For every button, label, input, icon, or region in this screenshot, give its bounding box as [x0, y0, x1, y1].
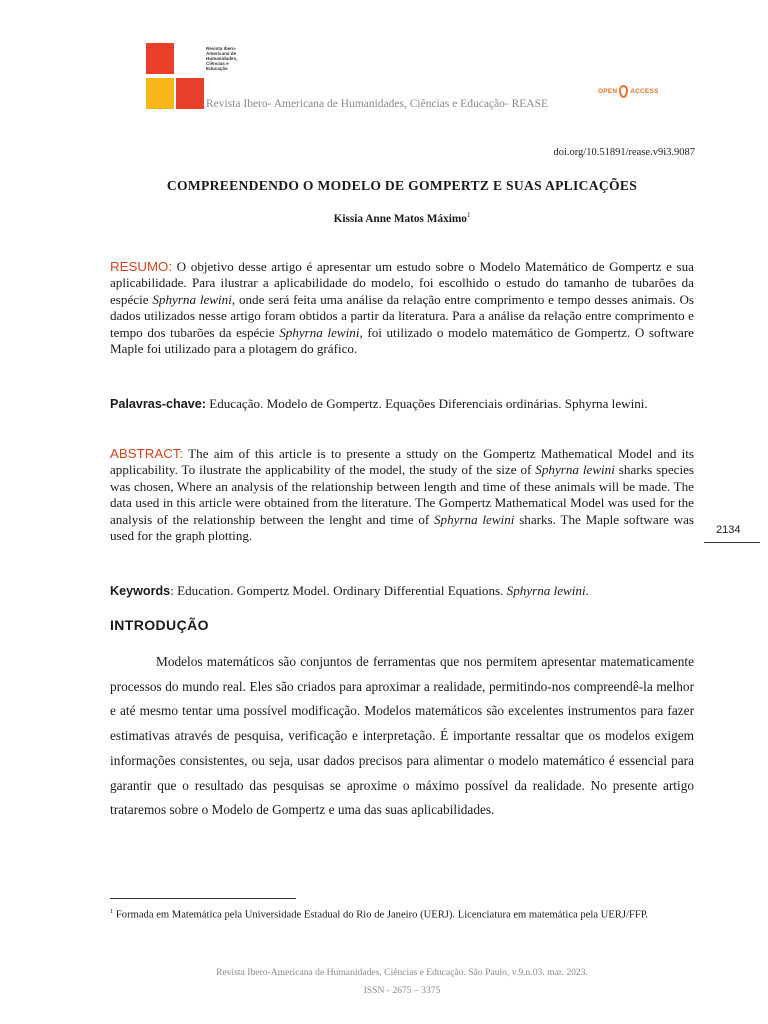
- author-name: Kissia Anne Matos Máximo: [333, 212, 467, 225]
- doi-link[interactable]: doi.org/10.51891/rease.v9i3.9087: [553, 147, 695, 158]
- abstract-text-1: The aim of this article is to presente a sttudy on the Gompertz Mathematical Model and its applicability. To ilustrate the applicability of the model, the study of the size of: [110, 446, 694, 478]
- open-access-lock-icon: [619, 85, 628, 98]
- intro-paragraph: Modelos matemáticos são conjuntos de ferramentas que nos permitem apresentar matematicamente processos do mundo real. Eles são criados para aproximar a realidade, permitindo-nos compreendê-la melhor e até mesmo tentar uma possível modificação. Modelos matemáticos são excelentes instrumentos para fazer estimativas através de pesquisa, verificação e interpretação. É importante ressaltar que os modelos exigem informações consistentes, ou seja, usar dados precisos para alimentar o modelo matemático é essencial para garantir que o resultado das pesquisas se aproxime o máximo possível da realidade. No presente artigo trataremos sobre o Modelo de Gompertz e uma das suas aplicabilidades.: [110, 654, 694, 818]
- resumo-species-1: Sphyrna lewini: [152, 291, 232, 307]
- resumo-label: RESUMO:: [110, 259, 173, 274]
- resumo-text-2: , onde será feita uma análise da relação entre comprimento e tempo desses animais. Os dados utilizados nesse artigo foram obtidos a partir da literatura. Para a análise da relação entre comprimento e tempo dos tubarões da espécie: [110, 291, 694, 340]
- palavras-chave-paragraph: [110, 396, 694, 412]
- footnote: [110, 905, 694, 923]
- keywords-text: : Education. Gompertz Model. Ordinary Differential Equations.: [170, 583, 507, 598]
- palavras-chave-text: Educação. Modelo de Gompertz. Equações Diferenciais ordinárias. Sphyrna lewini.: [205, 396, 648, 411]
- logo-square-red-bottom: [176, 78, 204, 109]
- abstract-species-1: Sphyrna lewini: [535, 462, 615, 478]
- page-number: 2134: [716, 524, 741, 536]
- keywords-species: Sphyrna lewini: [506, 583, 586, 598]
- logo-square-red-top: [146, 43, 174, 74]
- abstract-paragraph: [110, 446, 694, 544]
- footer-issn: ISSN - 2675 – 3375: [363, 985, 441, 996]
- keywords-label: Keywords: [110, 584, 171, 598]
- footer-citation: Revista Ibero-Americana de Humanidades, Ciências e Educação. São Paulo, v.9.n.03. mar. 2023.: [216, 967, 588, 978]
- logo-text: Revista Ibero-Americana de Humanidades, Ciências e Educação: [206, 46, 238, 71]
- keywords-end: .: [585, 583, 589, 598]
- resumo-species-2: Sphyrna lewini: [279, 324, 360, 340]
- abstract-text-3: sharks. The Maple software was used for the graph plotting.: [110, 511, 694, 544]
- resumo-text-3: , foi utilizado o modelo matemático de Gompertz. O software Maple foi utilizado para a plotagem do gráfico.: [110, 324, 694, 357]
- footnote-text: Formada em Matemática pela Universidade Estadual do Rio de Janeiro (UERJ). Licenciatura em matemática pela UERJ/FFP.: [113, 909, 649, 921]
- abstract-label: ABSTRACT:: [110, 446, 184, 461]
- logo-square-white: [176, 43, 238, 74]
- abstract-species-2: Sphyrna lewini: [434, 511, 515, 527]
- open-access-right-text: ACCESS: [630, 88, 659, 95]
- author-footnote-mark[interactable]: 1: [466, 211, 471, 219]
- open-access-left-text: OPEN: [598, 88, 618, 95]
- keywords-paragraph: [110, 583, 694, 599]
- resumo-paragraph: [110, 259, 694, 357]
- palavras-chave-label: Palavras-chave:: [110, 397, 206, 411]
- resumo-text-1: O objetivo desse artigo é apresentar um estudo sobre o Modelo Matemático de Gompertz e sua aplicabilidade. Para ilustrar a aplicabilidade do modelo, foi escolhido o estudo do tamanho de tubarões da espécie: [110, 259, 694, 307]
- footnote-mark: 1: [110, 908, 114, 915]
- author-line: [0, 211, 768, 225]
- article-title: COMPREENDENDO O MODELO DE GOMPERTZ E SUAS APLICAÇÕES: [166, 178, 638, 193]
- logo-square-yellow: [146, 78, 174, 109]
- journal-logo: [146, 43, 238, 109]
- section-heading-introducao: INTRODUÇÃO: [110, 617, 209, 633]
- footnote-rule: [110, 898, 296, 899]
- abstract-text-2: sharks species was chosen, Where an analysis of the relationship between length and time of these animals will be made. The data used in this article were obtained from the literature. The Gompertz Mathematical Model was used for the analysis of the relationship between the lenght and time of: [110, 462, 694, 527]
- journal-name: Revista Ibero- Americana de Humanidades, Ciências e Educação- REASE: [206, 98, 549, 110]
- page-number-rule: [704, 542, 760, 543]
- open-access-badge: [598, 85, 659, 98]
